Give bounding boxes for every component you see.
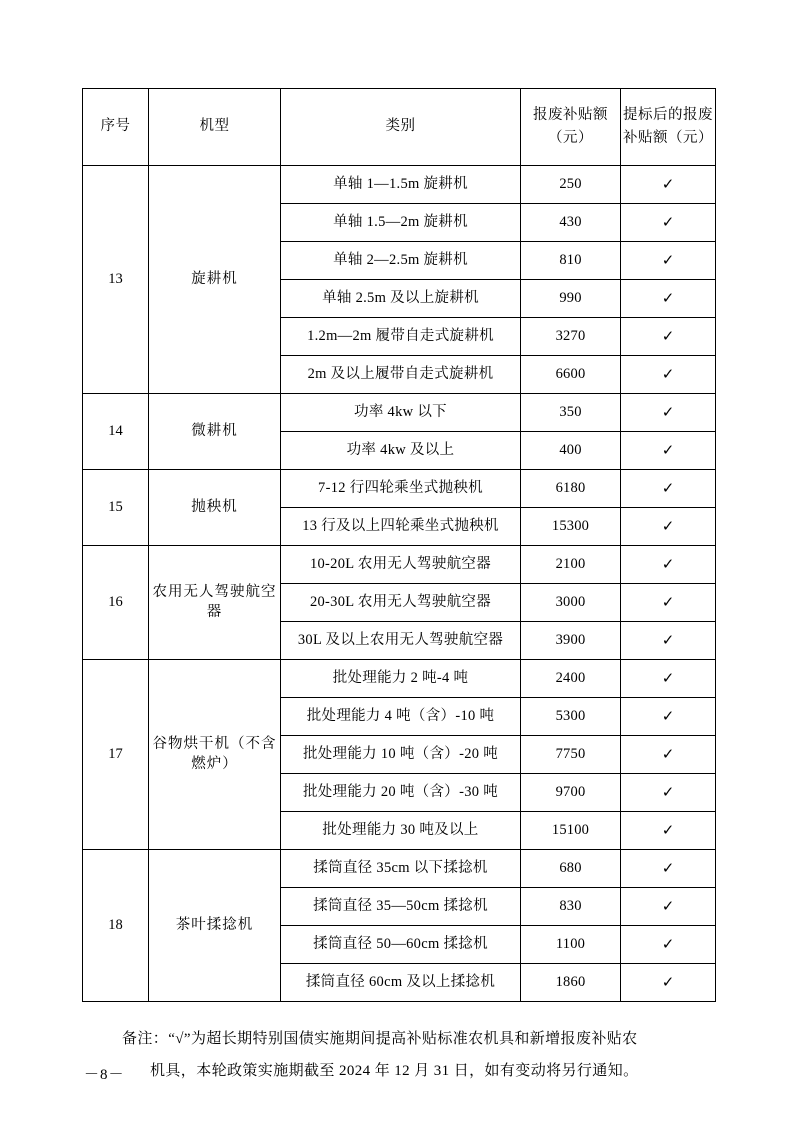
subsidy-amount-cell: 15300 (521, 508, 621, 546)
category-cell: 13 行及以上四轮乘坐式抛秧机 (281, 508, 521, 546)
subsidy-amount-cell: 2400 (521, 660, 621, 698)
upgraded-subsidy-cell (621, 850, 716, 888)
subsidy-amount-cell: 2100 (521, 546, 621, 584)
table-header-row (83, 89, 716, 166)
row-index-cell: 13 (83, 166, 149, 394)
category-cell: 30L 及以上农用无人驾驶航空器 (281, 622, 521, 660)
check-icon: ✓ (661, 366, 675, 383)
check-icon: ✓ (661, 594, 675, 611)
category-cell: 2m 及以上履带自走式旋耕机 (281, 356, 521, 394)
category-cell: 10-20L 农用无人驾驶航空器 (281, 546, 521, 584)
upgraded-subsidy-cell (621, 774, 716, 812)
subsidy-amount-cell: 1100 (521, 926, 621, 964)
check-icon: ✓ (661, 518, 675, 535)
subsidy-amount-cell: 5300 (521, 698, 621, 736)
table-row (83, 546, 716, 584)
check-icon: ✓ (661, 632, 675, 649)
check-icon: ✓ (661, 442, 675, 459)
subsidy-amount-cell: 7750 (521, 736, 621, 774)
subsidy-amount-cell: 3270 (521, 318, 621, 356)
subsidy-amount-cell: 9700 (521, 774, 621, 812)
upgraded-subsidy-cell (621, 660, 716, 698)
subsidy-amount-cell: 810 (521, 242, 621, 280)
note-line-2: 机具，本轮政策实施期截至 2024 年 12 月 31 日，如有变动将另行通知。 (150, 1062, 639, 1079)
upgraded-subsidy-cell (621, 280, 716, 318)
column-header-amount (521, 89, 621, 166)
page-number: －8－ (84, 1067, 125, 1083)
check-icon: ✓ (661, 252, 675, 269)
subsidy-table (82, 88, 716, 1002)
category-cell: 揉筒直径 50—60cm 揉捻机 (281, 926, 521, 964)
machine-model-cell: 旋耕机 (149, 166, 281, 394)
machine-model-cell: 谷物烘干机（不含燃炉） (149, 660, 281, 850)
subsidy-amount-cell: 6600 (521, 356, 621, 394)
machine-model-cell: 茶叶揉捻机 (149, 850, 281, 1002)
table-header (83, 89, 716, 166)
row-index-cell: 16 (83, 546, 149, 660)
check-icon: ✓ (661, 784, 675, 801)
check-icon: ✓ (661, 860, 675, 877)
upgraded-subsidy-cell (621, 356, 716, 394)
check-icon: ✓ (661, 822, 675, 839)
category-cell: 1.2m—2m 履带自走式旋耕机 (281, 318, 521, 356)
category-cell: 功率 4kw 以下 (281, 394, 521, 432)
category-cell: 7-12 行四轮乘坐式抛秧机 (281, 470, 521, 508)
column-header-category: 类别 (281, 89, 521, 166)
check-icon: ✓ (661, 746, 675, 763)
check-icon: ✓ (661, 936, 675, 953)
check-icon: ✓ (661, 898, 675, 915)
category-cell: 揉筒直径 35—50cm 揉捻机 (281, 888, 521, 926)
subsidy-amount-cell: 6180 (521, 470, 621, 508)
table-row (83, 166, 716, 204)
check-icon: ✓ (661, 404, 675, 421)
category-cell: 批处理能力 2 吨-4 吨 (281, 660, 521, 698)
upgraded-subsidy-cell (621, 622, 716, 660)
subsidy-amount-cell: 250 (521, 166, 621, 204)
upgraded-subsidy-cell (621, 318, 716, 356)
check-icon: ✓ (661, 708, 675, 725)
upgraded-subsidy-cell (621, 432, 716, 470)
category-cell: 20-30L 农用无人驾驶航空器 (281, 584, 521, 622)
upgraded-subsidy-cell (621, 242, 716, 280)
column-header-upgraded-line2: 补贴额（元） (623, 130, 713, 146)
machine-model-cell: 微耕机 (149, 394, 281, 470)
table-row (83, 394, 716, 432)
machine-model-cell: 抛秧机 (149, 470, 281, 546)
upgraded-subsidy-cell (621, 394, 716, 432)
subsidy-amount-cell: 830 (521, 888, 621, 926)
table-row (83, 660, 716, 698)
upgraded-subsidy-cell (621, 964, 716, 1002)
category-cell: 单轴 2.5m 及以上旋耕机 (281, 280, 521, 318)
category-cell: 批处理能力 4 吨（含）-10 吨 (281, 698, 521, 736)
row-index-cell: 18 (83, 850, 149, 1002)
upgraded-subsidy-cell (621, 926, 716, 964)
column-header-upgraded-line1: 提标后的报废 (623, 106, 713, 123)
category-cell: 揉筒直径 35cm 以下揉捻机 (281, 850, 521, 888)
check-icon: ✓ (661, 328, 675, 345)
column-header-amount-line1: 报废补贴额 (533, 106, 608, 123)
subsidy-amount-cell: 430 (521, 204, 621, 242)
note-line-1: 备注：“√”为超长期特别国债实施期间提高补贴标准农机具和新增报废补贴农 (122, 1031, 638, 1047)
upgraded-subsidy-cell (621, 204, 716, 242)
subsidy-amount-cell: 990 (521, 280, 621, 318)
column-header-index: 序号 (83, 89, 149, 166)
upgraded-subsidy-cell (621, 508, 716, 546)
row-index-cell: 17 (83, 660, 149, 850)
category-cell: 单轴 1.5—2m 旋耕机 (281, 204, 521, 242)
upgraded-subsidy-cell (621, 698, 716, 736)
check-icon: ✓ (661, 556, 675, 573)
subsidy-amount-cell: 15100 (521, 812, 621, 850)
category-cell: 单轴 2—2.5m 旋耕机 (281, 242, 521, 280)
table-row (83, 470, 716, 508)
column-header-amount-line2: （元） (548, 130, 593, 146)
upgraded-subsidy-cell (621, 546, 716, 584)
column-header-upgraded-amount (621, 89, 716, 166)
subsidy-amount-cell: 3900 (521, 622, 621, 660)
upgraded-subsidy-cell (621, 584, 716, 622)
column-header-model: 机型 (149, 89, 281, 166)
check-icon: ✓ (661, 480, 675, 497)
check-icon: ✓ (661, 290, 675, 307)
upgraded-subsidy-cell (621, 888, 716, 926)
upgraded-subsidy-cell (621, 736, 716, 774)
category-cell: 功率 4kw 及以上 (281, 432, 521, 470)
row-index-cell: 14 (83, 394, 149, 470)
category-cell: 单轴 1—1.5m 旋耕机 (281, 166, 521, 204)
subsidy-amount-cell: 1860 (521, 964, 621, 1002)
row-index-cell: 15 (83, 470, 149, 546)
machine-model-cell: 农用无人驾驶航空器 (149, 546, 281, 660)
table-row (83, 850, 716, 888)
check-icon: ✓ (661, 974, 675, 991)
category-cell: 批处理能力 30 吨及以上 (281, 812, 521, 850)
upgraded-subsidy-cell (621, 470, 716, 508)
category-cell: 批处理能力 10 吨（含）-20 吨 (281, 736, 521, 774)
category-cell: 批处理能力 20 吨（含）-30 吨 (281, 774, 521, 812)
subsidy-amount-cell: 400 (521, 432, 621, 470)
table-body (83, 166, 716, 1002)
subsidy-amount-cell: 680 (521, 850, 621, 888)
table-note (82, 1024, 715, 1087)
check-icon: ✓ (661, 670, 675, 687)
category-cell: 揉筒直径 60cm 及以上揉捻机 (281, 964, 521, 1002)
check-icon: ✓ (661, 176, 675, 193)
check-icon: ✓ (661, 214, 675, 231)
subsidy-amount-cell: 3000 (521, 584, 621, 622)
upgraded-subsidy-cell (621, 812, 716, 850)
subsidy-amount-cell: 350 (521, 394, 621, 432)
upgraded-subsidy-cell (621, 166, 716, 204)
